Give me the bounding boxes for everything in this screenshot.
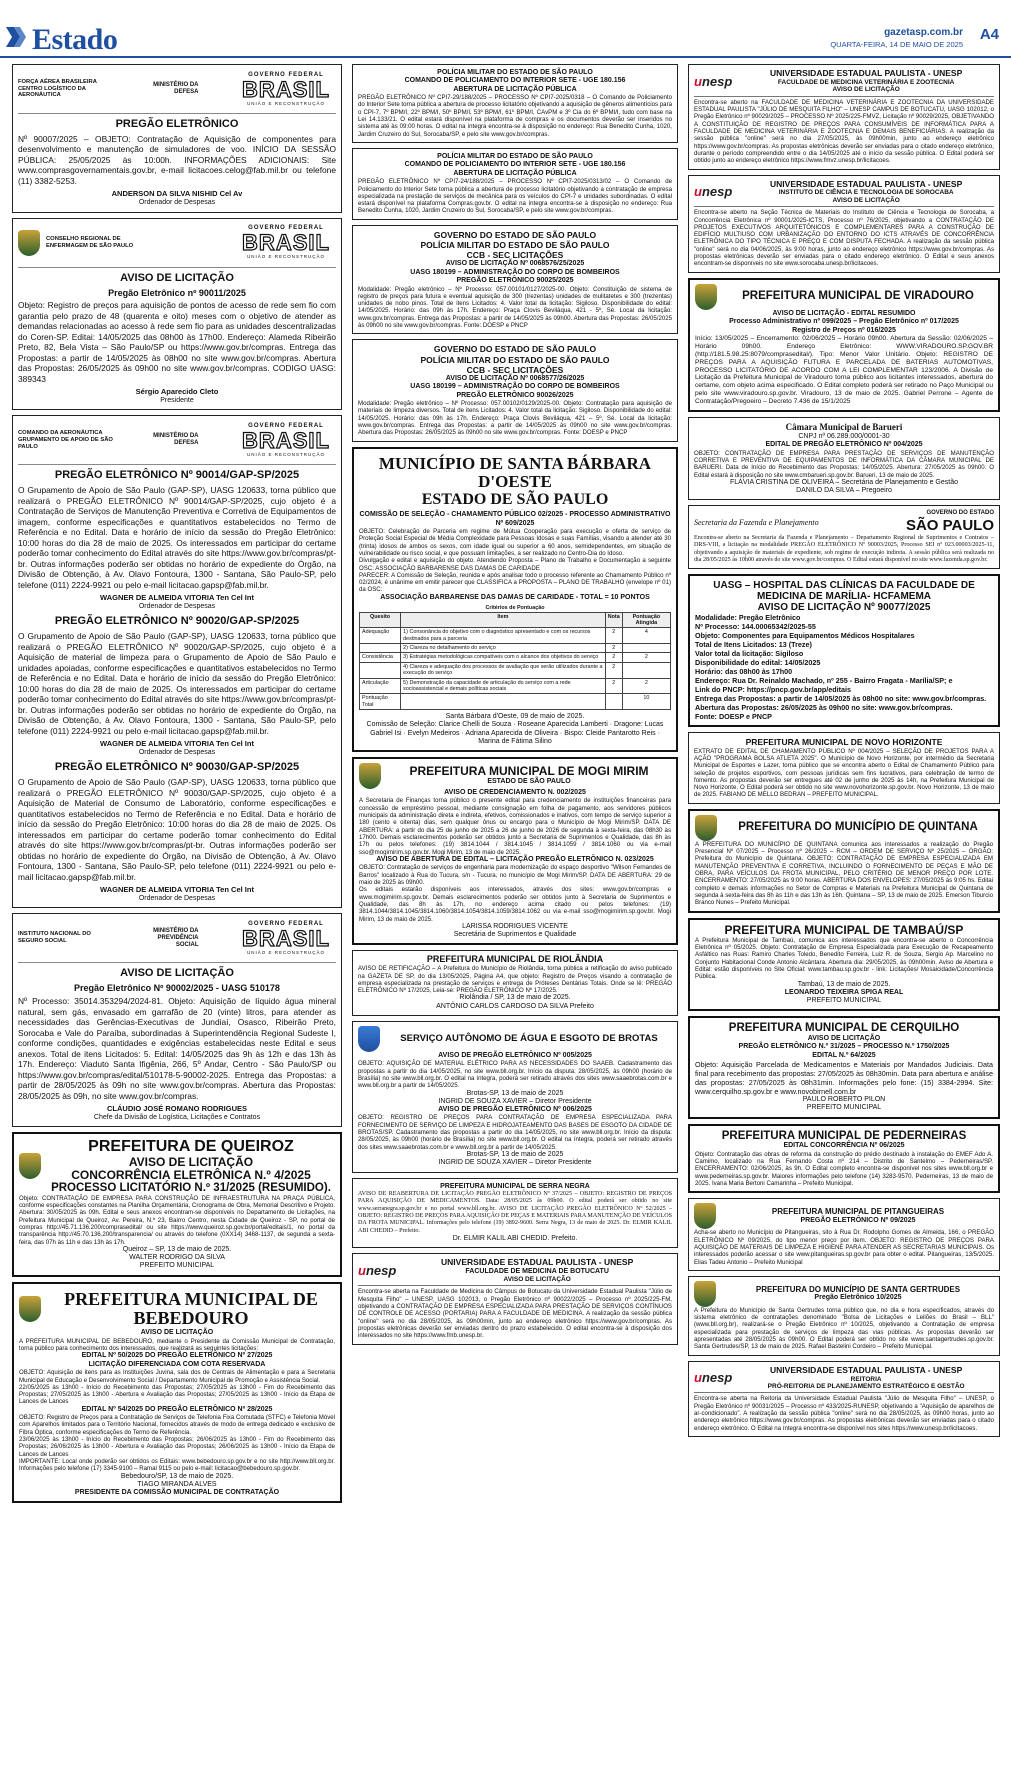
brasil-logo: GOVERNO FEDERAL BRASIL UNIÃO E RECONSTRUÇÃO <box>242 423 330 458</box>
notice-heading: PREFEITURA MUNICIPAL DE TAMBAÚ/SP <box>724 922 964 937</box>
notice-body: Objeto: CONTRATAÇÃO DE EMPRESA PARA CONSTRUÇÃO DE INFRAESTRUTURA NA PRAÇA PÚBLICA, conforme especificações constantes na Planilha Orçamentária, Cronograma de Obra, Memorial Descritivo e Projeto. Abertura: 30/05/2025 às 09h. Edital e seus anexos encontram-se disponíveis no Departamento de Licitações, na Prefeitura Municipal de Queiroz, Av. Pereira, N.º 23, Bairro Centro, nesta Cidade de Queiroz - SP, no portal de compras http://45.71.136.200/comprasedital/ ou site https://www.queiroz.sp.gov.br/portal/editais/1, no portal da transparência http://45.70.136.200/transparencia/ ou através do telefone (0XX14) 3468-1137, de segunda a sexta-feira, das 07h às 11h e das 13h às 17h. <box>19 1194 335 1246</box>
signature-role: Ordenador de Despesas <box>138 603 216 611</box>
notice-line: Modalidade: Pregão Eletrônico <box>695 613 801 623</box>
notice-title: Pregão Eletrônico 10/2025 <box>814 1294 902 1302</box>
notice-unesp-reitoria <box>688 1361 1000 1437</box>
signature: Dr. ELMIR KALIL ABI CHEDID. Prefeito. <box>452 1234 578 1242</box>
notice-riolandia <box>352 950 678 1016</box>
notice-unesp-icts <box>688 175 1000 273</box>
notice-title: ABERTURA DE LICITAÇÃO PÚBLICA <box>453 169 577 177</box>
notice-body: OBJETO: Celebração de Parceria em regime de Mútua Cooperação para execução e oferta de serviço de Proteção Social Especial de Média Complexidade para Pessoas Idosas e suas Famílias, visando a atender até 30 (trinta) idosos de ambos os sexos, com idade igual ou superior a 60 anos, semidependentes, em situação de vulnerabilidade ou risco social, e que possuam limitações, a ser realizado no Centro-Dia do Idoso. <box>359 527 671 557</box>
issue-date: QUARTA-FEIRA, 14 DE MAIO DE 2025 <box>830 40 963 49</box>
site-url[interactable]: gazetasp.com.br <box>884 27 963 38</box>
masthead <box>0 0 1011 58</box>
notice-registry: Registro de Preços nº 016/2025 <box>792 326 896 334</box>
notice-hcfamema <box>688 574 1000 727</box>
notice-heading: UASG – HOSPITAL DAS CLÍNICAS DA FACULDADE DE MEDICINA DE MARÍLIA- HCFAMEMA <box>713 580 975 603</box>
unesp-header <box>694 69 994 97</box>
notice-title: PREGÃO ELETRÔNICO Nº 09/2025 <box>800 1216 916 1224</box>
notice-body: A PREFEITURA DO MUNICÍPIO DE QUINTANA comunica aos interessados a realização do Pregão Presencial Nº 07/2025 – Processo nº 26/2025 – RCM – ORDEM DE SERVIÇO Nº 25/2025 – ÓRGÃO: Prefeitura do Município de Quintana. OBJETO: CONTRATAÇÃO DE EMPRESA ESPECIALIZADA EM MANUTENÇÃO PREVENTIVA E CORRETIVA, INCLUINDO O FORNECIMENTO DE PEÇAS E MÃO DE OBRA, PARA VEÍCULOS DA FROTA MUNICIPAL, PELO CRITÉRIO DE MENOR PREÇO POR LOTE. ENCERRAMENTO: 27/05/2025 às 9:00 horas. ABERTURA DOS ENVELOPES: 27/05/2025 às 9:05 hs. Editai completo e demais informações no Setor de Compras e Materiais na Prefeitura Municipal de Quintana de segunda à sexta-feira das 8h às 11h e das 13h às 16h. Quintana – SP, 13 de maio de 2025. Emerson Tiburcio Branco Nunes – Prefeito Municipal. <box>695 840 993 907</box>
notice-body-2: O Grupamento de Apoio de São Paulo (GAP-SP), UASG 120633, torna público que realizará o PREGÃO ELETRÔNICO Nº 90020/GAP-SP/2025, cujo objeto é a Aquisição de material de limpeza para o Grupamento de Apoio de São Paulo e unidades apoiadas, conforme especificações e quantitativos estabelecidos no Termo de Referência e no Edital. Data e horário de início da sessão do Pregão Eletrônico: 10:00 horas do dia 28 de maio de 2025. Os interessados em participar do certame poderão tomar conhecimento do Edital através do site https://www.gov.br/compras/pt-br. Outras informações poderão ser obtidas no horário de expediente do Órgão, na Divisão de Obtenção, à Av. Olavo Fontoura, 1300 - Santana, São Paulo-SP, pelo telefone (011) 2224-9921 ou pelo e-mail licitacao.gapsp@fab.mil.br. <box>18 631 336 736</box>
notice-body: Encontra-se aberto na FACULDADE DE MEDICINA VETERINÁRIA E ZOOTECNIA DA UNIVERSIDADE ESTADUAL PAULISTA "JÚLIO DE MESQUITA FILHO" – UNESP CAMPUS DE BOTUCATU, UASG 102012, o Pregão Eletrônico nº 90029/2025 – PROCESSO Nº 2025/225-FMVZ, Licitação nº 90029/2025, OBJETIVANDO A CONSTITUIÇÃO DE REGISTRO DE PREÇOS PARA CONSUMÍVEIS DE INFORMÁTICA PARA A FACULDADE DE MEDICINA VETERINÁRIA E ZOOTECNIA E DEMAIS BENEFICIÁRIAS. A realização da sessão pública "online" será no dia 27/05/2025, às 09h00min, junto ao endereço eletrônico https://www.gov.br/compras. As propostas eletrônicas deverão ser enviadas para o citado endereço eletrônico, durante o período compreendido entre o dia 14/05/2025 até o início da sessão pública. O Edital poderá ser obtido junto ao endereço eletrônico https://www.fmvz.unesp.br/licitacoes. <box>694 98 994 165</box>
gov-header <box>18 420 336 465</box>
notice-subtitle: AVISO DE LICITAÇÃO <box>140 1329 214 1337</box>
notice-body: Encontra-se aberta na Faculdade de Medicina do Câmpus de Botucatu da Universidade Estadual Paulista "Júlio de Mesquita Filho" – UNESP, UASG 102013, o Pregão Eletrônico nº 90022/2025 – Processo nº 2025/225-FM, objetivando a CONTRATAÇÃO DE EMPRESA ESPECIALIZADA PARA PRESTAÇÃO DE SERVIÇOS CONTÍNUOS DE CONTROLE DE ACESSO (PORTARIA) PARA A FACULDADE DE MEDICINA. A realização da sessão pública "online" será no dia 28/05/2025, às 09h00min, junto ao endereço eletrônico https://www.gov.br/compras. As propostas eletrônicas deverão ser enviadas dentro do prazo estabelecido. O edital encontra-se à disposição dos interessados no site https://www.fmb.unesp.br. <box>358 1288 672 1340</box>
unesp-header <box>694 1366 994 1394</box>
table-header: Nota <box>605 612 622 628</box>
commission-members: Comissão de Seleção: Clarice Chelli de Souza · Roseane Aparecida Lamberti · Dragone: Lucas Gabriel Isi · Evelyn Medeiros · Adriana Aparecida de Oliveira · Bispo: Cleide Pantarotto Reis · Marina de Fátima Silino <box>366 721 664 745</box>
university-name: UNIVERSIDADE ESTADUAL PAULISTA - UNESP <box>441 1257 634 1268</box>
signature-role: PREFEITO MUNICIPAL <box>139 1262 215 1270</box>
notice-process: Processo Administrativo nº 099/2025 – Pregão Eletrônico nº 017/2025 <box>729 318 959 326</box>
notice-heading: PREFEITURA MUNICIPAL DE MOGI MIRIM <box>409 764 649 779</box>
notice-body: Objeto: Registro de preços para aquisição de pontos de acesso de rede sem fio com garantia pelo prazo de 48 (quarenta e oito) meses com o objetivo de atender as demandas relacionadas ao acesso à rede sem fio para as unidades descentralizadas do Coren-SP. Editai: 14/05/2025 das 08h00 às 17h00. Endereço: Alameda Ribeirão Preto, 82, Bela Vista – São Paulo/SP ou https://www.gov.br/compras. Entrega das Propostas: a partir de 14/05/2025 às 08h00 no site www.gov.br/compras. Abertura das Propostas: 26/05/2025 às 09h00 no site www.gov.br/compras. CODIGO UASG: 389343 <box>18 300 336 384</box>
notice-inss <box>12 913 342 1127</box>
notice-title: AVISO DE LICITAÇÃO <box>120 271 234 284</box>
notice-title: AVISO DE LICITAÇÃO <box>832 86 900 94</box>
unesp-logo: unesp <box>358 1263 397 1279</box>
table-cell <box>360 644 401 653</box>
notice-section: CCB - SEC LICITAÇÕES <box>466 250 564 261</box>
notice-body-1: A Secretaria de Finanças torna público o presente edital para credenciamento de instituições financeiras para concessão de empréstimo pessoal, mediante consignação em folha de pagamento, aos servidores públicos municipais da administração direta e indireta, efetivos, comissionados e inativos, com tempo de serviço superior a 180 (cento e oitenta) dias, sem qualquer ônus ou encargo para o Município de Mogi Mirim/SP. DATA DE ABERTURA: a partir do dia 25 de junho de 2025 a 26 de junho de 2026 de segunda à sexta-feira, das 08h30 às 17h00. Demais esclarecimentos poderão ser obtidos junto a Secretaria de Suprimentos e Qualidade, das 8h às 17h ou pelos telefones: (19) 3814.1044 / 3814.1045 / 3814.1059 / 3814.1060 ou via e-mail sso@mogimirim.sp.gov.br. Mogi Mirim, 13 de maio de 2025. <box>359 797 671 856</box>
notice-sefaz-sp <box>688 505 1000 569</box>
page-number: A4 <box>979 26 999 43</box>
edital-1-dates: 22/05/2025 às 13h00 - Início do Recebimento das Propostas; 27/05/2025 às 13h00 - Fim do Recebimento das Propostas; 27/05/2025 às 13h00 - Abertura e Avaliação das Propostas; 27/05/2025 às 13h00 - Início da Etapa de Lances de Lances <box>19 1383 335 1406</box>
notice-body: Modalidade: Pregão eletrônico – Nº Processo: 057.00101/0127/2025-00. Objeto: Constituição de sistema de registro de preços para futura e eventual aquisição de 300 (trezentas) unidades de mulitatetes e 300 (trezentas) unidades de nobo pinos. Total de itens Licitados: 4. Valor total da licitação: Sigiloso. Disponibilidade do edital: 14/05/2025. Horário: das 09h às 17h. Endereço: Praça Clovis Beviláqua, 421 - 5º, Sé. Local da licitação: www.gov.br/compras. Entrega das Propostas: a partir de 14/05/2025 às 09h00. Abertura das Propostas: 26/05/2025 às 09h00 no site www.gov.br/compras. Fonte: DOESP e PNCP <box>358 285 672 330</box>
table-cell: 2 <box>605 644 622 653</box>
notice-body-3: Os editais estarão disponíveis aos interessados, através dos sites: www.gov.br/compras e www.mogimirim.sp.gov.br. Demais esclarecimentos poderão ser obtidos junto à Secretaria de Suprimentos e Qualidade, das 8h às 17h, no endereço acima citado ou pelos telefones: (19) 3814.1044/3814.1045/3814.1060/3814.1054/3814.1059/3814.1062 ou via e-mail sso@mogimirim.sp.gov.br. Mogi Mirim, 13 de maio de 2025. <box>359 886 671 923</box>
notice-title: AVISO DE LICITAÇÃO - EDITAL RESUMIDO <box>772 309 916 317</box>
coren-logo-icon <box>18 230 40 256</box>
notice-body: Encontra-se aberto na Seção Técnica de Materiais do Instituto de Ciência e Tecnologia de Sorocaba, a Concorrência Eletrônica nº 90001/2025-ICTS, Processo nº 76/2025, objetivando a CONTRATAÇÃO DE PROJETOS EXECUTIVOS ARQUITETÔNICOS E COMPLEMENTARES PARA A CONSTRUÇÃO DE EDIFÍCIO MULTIUSO COM URBANIZAÇÃO DO ENTORNO DO ICTS ATRAVÉS DE CONCORRÊNCIA ELETRÔNICA DO TIPO TÉCNICA E PREÇO E COM DISPUTA FECHADA. A realização da sessão pública "online" será no dia 04/06/2025, às 9:00 horas, junto ao endereço eletrônico https://www.gov.br/compras. As propostas eletrônicas deverão ser enviadas para o citado endereço eletrônico. O Edital e seus anexos encontram-se disponíveis no site www.sorocaba.unesp.br/licitacoes. <box>694 209 994 268</box>
notice-pm-cpi7-a <box>352 64 678 143</box>
notice-saae-brotas <box>352 1021 678 1173</box>
notice-line: Valor total da licitação: Sigiloso <box>695 649 804 659</box>
notice-heading: Câmara Municipal de Barueri <box>785 422 903 433</box>
notice-line: Entrega das Propostas: a partir de 14/05/2025 às 08h00 no site: www.gov.br/compras. <box>695 694 987 704</box>
notice-subheading: ESTADO DE SÃO PAULO <box>421 491 609 509</box>
notice-subtitle: Pregão Eletrônico nº 90011/2025 <box>108 287 246 298</box>
brasil-logo: GOVERNO FEDERAL BRASIL UNIÃO E RECONSTRUÇÃO <box>242 225 330 260</box>
notice-body-1: OBJETO: AQUISIÇÃO DE MATERIAL ELÉTRICO PARA AS NECESSIDADES DO SAAEB. Cadastramento das propostas a partir do dia 14/05/2025, no site www.bll.org.br. Início da disputa: 28/05/2025, às 09h00 (horário de Brasília) no site www.bll.org.br. O edital na íntegra, poderá ser retirado através dos sites www.saaebrotas.com.br e www.bll.org.br a partir de 14/05/2025. <box>358 1060 672 1090</box>
notice-heading: PREFEITURA MUNICIPAL DE VIRADOURO <box>742 290 974 303</box>
notice-coren <box>12 218 342 411</box>
table-cell: Adequação <box>360 628 401 644</box>
notice-date: Brotas-SP, 13 de maio de 2025 <box>466 1089 564 1097</box>
edital-2-title: EDITAL Nº 54/2025 DO PREGÃO ELETRÔNICO Nº 28/2025 <box>81 1405 273 1413</box>
city-crest-icon <box>695 284 717 310</box>
signature-role: Ordenador de Despesas <box>138 199 216 207</box>
notice-body-2: OBJETO: Contratação de serviços de engenharia para modernização do espaço desportivo "Wilson Fernandes de Barros" localizado à Rua do Tucura, s/n - Tucura, no município de Mogi Mirim/SP. DATA DE ABERTURA: 29 de maio de 2025 às 09h00. <box>359 864 671 886</box>
notice-celog <box>12 64 342 213</box>
notice-line: Link do PNCP: https://pncp.gov.br/app/editais <box>695 685 851 695</box>
column-left <box>12 64 342 1780</box>
notice-title: ABERTURA DE LICITAÇÃO PÚBLICA <box>453 85 577 93</box>
table-cell: 2 <box>605 678 622 694</box>
university-name: UNIVERSIDADE ESTADUAL PAULISTA - UNESP <box>770 1364 963 1375</box>
notice-subheading: COMANDO DE POLICIAMENTO DO INTERIOR SETE - UGE 180.156 <box>404 161 626 169</box>
notice-section: CCB - SEC LICITAÇÕES <box>466 364 564 375</box>
signature: LEONARDO TEIXEIRA SPIGA REAL <box>784 988 904 996</box>
table-cell: Pontuação Total <box>360 694 401 710</box>
state-name: SÃO PAULO <box>905 517 994 535</box>
table-caption: Critérios de Pontuação <box>485 605 545 612</box>
signature-role: Chefe da Divisão de Logística, Licitações e Contratos <box>93 1113 261 1121</box>
notice-title-3: PREGÃO ELETRÔNICO Nº 90030/GAP-SP/2025 <box>54 761 300 774</box>
table-cell: Articulação <box>360 678 401 694</box>
signature-role: Presidente <box>160 396 194 404</box>
table-header: Quesito <box>360 612 401 628</box>
notice-body-3: O Grupamento de Apoio de São Paulo (GAP-SP), UASG 120633, torna público que realizará o PREGÃO ELETRÔNICO Nº 90030/GAP-SP/2025, cujo objeto é a Aquisição de Material de Consumo de Laboratório, conforme especificações e quantitativos estabelecidos no Termo de Referência e no Edital. Data e horário de início da sessão do Pregão Eletrônico: 10:00 horas do dia 28 de maio de 2025. Os interessados em participar do certame poderão tomar conhecimento do Edital através do site https://www.gov.br/compras/pt-br. Outras informações poderão ser obtidas no horário de expediente do Órgão, na Divisão de Obtenção, à Av. Olavo Fontoura, 1300 - Santana, São Paulo-SP, pelo telefone (011) 2224-9921 ou pelo e-mail licitacao.gapsp@fab.mil.br. <box>18 777 336 882</box>
notice-line: Disponibilidade do edital: 14/05/2025 <box>695 658 821 668</box>
notice-heading: PREFEITURA MUNICIPAL DE RIOLÂNDIA <box>426 954 604 965</box>
notice-viradouro <box>688 278 1000 412</box>
city-crest-icon <box>694 1281 716 1307</box>
notice-heading: SERVIÇO AUTÔNOMO DE ÁGUA E ESGOTO DE BROTAS <box>400 1032 658 1044</box>
section-title: Estado <box>32 23 118 56</box>
notice-mogi-mirim <box>352 757 678 945</box>
notice-heading: PREFEITURA MUNICIPAL DE PEDERNEIRAS <box>721 1129 967 1142</box>
signature: WAGNER DE ALMEIDA VITORIA Ten Cel Int <box>100 885 254 895</box>
signature-role: DANILO DA SILVA – Pregoeiro <box>796 487 892 495</box>
table-cell: 2 <box>605 662 622 678</box>
notice-bebedouro <box>12 1282 342 1504</box>
table-cell: 2 <box>622 678 670 694</box>
signature: INGRID DE SOUZA XAVIER – Diretor Presidente <box>438 1097 592 1105</box>
notice-cnpj: CNPJ nº 06.289.000/0001-30 <box>798 432 890 440</box>
signature: WALTER RODRIGO DA SILVA <box>129 1254 225 1262</box>
notice-title: PREGÃO ELETRÔNICO <box>115 118 239 130</box>
unesp-header <box>694 180 994 208</box>
notice-title: AVISO DE LICITAÇÃO Nº 0068576/25/2025 <box>445 260 585 268</box>
notice-date: Tambaú, 13 de maio de 2025. <box>797 980 891 988</box>
notice-pm-cpi7-b <box>352 148 678 220</box>
signature-role: Ordenador de Despesas <box>138 895 216 903</box>
notice-line: Abertura das Propostas: 26/05/2025 às 09h00 no site: www.gov.br/compras. <box>695 703 953 713</box>
signature: LARISSA RODRIGUES VICENTE <box>462 922 568 930</box>
notice-line: Horário: das 08h00 às 17h00 <box>695 667 793 677</box>
notice-unesp-fmvz <box>688 64 1000 170</box>
table-row <box>360 653 671 662</box>
signature: PAULO ROBERTO PILON <box>802 1096 886 1104</box>
table-cell <box>622 644 670 653</box>
notice-subheading: POLÍCIA MILITAR DO ESTADO DE SÃO PAULO <box>420 239 610 250</box>
signature: WAGNER DE ALMEIDA VITORIA Ten Cel Int <box>100 593 254 603</box>
org-name: FORÇA AÉREA BRASILEIRA CENTRO LOGÍSTICO DA AERONÁUTICA <box>18 78 97 99</box>
notice-title: AVISO DE LICITAÇÃO <box>807 1035 881 1043</box>
notice-title: PRÓ-REITORIA DE PLANEJAMENTO ESTRATÉGICO E GESTÃO <box>767 1382 965 1390</box>
notice-heading: GOVERNO DO ESTADO DE SÃO PAULO <box>433 344 597 355</box>
notice-line: Total de Itens Licitados: 13 (Treze) <box>695 640 812 650</box>
table-cell: 4) Clareza e adequação dos processos de avaliação que serão utilizados durante a execução do serviço <box>401 662 606 678</box>
org-name: CONSELHO REGIONAL DE ENFERMAGEM DE SÃO PAULO <box>46 235 134 249</box>
signature: CLÁUDIO JOSÉ ROMANO RODRIGUES <box>106 1104 247 1113</box>
notice-date: Santa Bárbara d'Oeste, 09 de maio de 2025. <box>445 713 585 721</box>
notice-tambau <box>688 918 1000 1012</box>
edital-1-note: LICITAÇÃO DIFERENCIADA COM COTA RESERVADA <box>88 1360 266 1368</box>
notice-body: Acha-se aberto no Município de Pitangueiras, sito à Rua Dr. Rodolpho Gomes de Almeida, 166, o PREGÃO ELETRÔNICO Nº 09/2025, do tipo menor preço por item. OBJETO: REGISTRO DE PREÇOS PARA AQUISIÇÃO DE MATERIAIS DE LIMPEZA E HIGIENE PARA ATENDER AS SECRETARIAS MUNICIPAIS. Os interessados poderão acessar o site www.pitangueiras.sp.gov.br para obter o edital. Pitangueiras, 13/5/2025. Elias Tadeu Antonio – Prefeito Municipal <box>694 1229 994 1266</box>
table-cell: 10 <box>622 694 670 710</box>
sefaz-header <box>694 510 994 535</box>
city-crest-icon <box>695 815 717 841</box>
notice-heading: POLÍCIA MILITAR DO ESTADO DE SÃO PAULO <box>437 69 593 76</box>
notice-line: Fonte: DOESP e PNCP <box>695 712 772 722</box>
city-crest-icon <box>694 1203 716 1229</box>
signature: INGRID DE SOUZA XAVIER – Diretor Presidente <box>438 1159 592 1167</box>
notice-body: OBJETO: CONTRATAÇÃO DE EMPRESA PARA PRESTAÇÃO DE SERVIÇOS DE MANUTENÇÃO CORRETIVA E PREVENTIVA DE EQUIPAMENTOS DE INFORMÁTICA DA CÂMARA MUNICIPAL DE BARUERI. Data de Início do Recebimento das Propostas: 14/05/2025. Abertura: 27/05/2025 às 09h00. O Edital estará à disposição no site www.cmbarueri.sp.gov.br. Barueri, 13 de maio de 2025. <box>694 449 994 479</box>
org-name: INSTITUTO NACIONAL DO SEGURO SOCIAL <box>18 931 91 945</box>
signature: ANTÔNIO CARLOS CARDOSO DA SILVA Prefeito <box>436 1002 594 1010</box>
table-cell: 2) Clareza no detalhamento do serviço <box>401 644 606 653</box>
unesp-logo: unesp <box>694 1370 733 1386</box>
notice-novo-horizonte <box>688 732 1000 803</box>
gov-label: GOVERNO DO ESTADO <box>926 510 994 517</box>
notice-title: AVISO DE LICITAÇÃO <box>120 967 234 980</box>
notice-title: AVISO DE LICITAÇÃO <box>128 1154 254 1169</box>
notice-queiroz <box>12 1132 342 1277</box>
table-cell: 2 <box>622 653 670 662</box>
notice-uasg: UASG 180199 – ADMINISTRAÇÃO DO CORPO DE BOMBEIROS <box>410 268 620 276</box>
notice-body-2: Divulgação e edital e aquisição do objeto. Atendendo Proposta – Plano de Trabalho e Documentação a seguinte OSC: ASSOCIAÇÃO BARBARENSE DAS DAMAS DE CARIDADE <box>359 557 671 572</box>
notice-camara-barueri <box>688 417 1000 500</box>
notice-edital: EDITAL N.º 64/2025 <box>812 1051 876 1059</box>
notice-title: COMISSÃO DE SELEÇÃO - CHAMAMENTO PÚBLICO 02/2025 - PROCESSO ADMINISTRATIVO Nº 609/2025 <box>359 511 671 527</box>
notice-title: AVISO DE LICITAÇÃO <box>503 1275 571 1283</box>
notice-parecer: PARECER: A Comissão de Seleção, reunida e após analisar todo o processo referente ao Chamamento Público nº 02/2024, é unânime em emitir parecer que CLASSIFICA a PROPOSTA – PLANO DE TRABALHO (envelope nº 01) da OSC: <box>359 571 671 594</box>
table-row <box>360 662 671 678</box>
table-cell <box>360 662 401 678</box>
notice-body: Início: 13/05/2025 – Encerramento: 02/06/2025 – Horário 09h00. Abertura da Sessão: 02/06/2025 – Horário 09h00. Endereço Eletrônico: WWW.VIRADOURO.SP.GOV.BR (http://181.5.98.25:8079/comprasedital/). Tipo: Menor Valor Unitário. Objeto: REGISTRO DE PREÇOS PARA A AQUISIÇÃO FUTURA E PARCELADA DE BATERIAS AUTOMOTIVAS, PROCESSO LICITATÓRIO DE ACORDO COM A LEI COMPLEMENTAR 123/2006. A Divisão de Licitação da Prefeitura Municipal de Viradouro torna público aos licitantes interessados, abertura do certame, com objeto acima especificado. O Edital completo poderá ser retirado no Paço Municipal ou pelo site www.viradouro.sp.gov.br. Viradouro, 13 de maio de 2025. Gabriel Perrone – Agente de Contratação/Pregoeiro – Decreto 7.436 de 15/1/2025 <box>695 334 993 406</box>
edital-1-title: EDITAL Nº 50/2025 DO PREGÃO ELETRÔNICO Nº 27/2025 <box>81 1352 273 1360</box>
notice-pregao: PREGÃO ELETRÔNICO 90026/2025 <box>456 391 574 399</box>
notice-body: Nº Processo: 35014.353294/2024-81. Objeto: Aquisição de líquido água mineral natural, sem gás, envasado em garrafão de 20 (vinte) litros, para atender as necessidades das Gerências-Executivas de Jundiaí, Osasco, Ribeirão Preto, Sorocaba e Vale do Paraíba, subordinadas à Superintendência Regional Sudeste I, conforme condições, quantidades e exigências estabelecidas neste Edital e seus anexos. Total de itens Licitados: 5. Edital: 14/05/2025 das 9h às 12h e das 13h às 17h. Endereço: Viaduto Santa Ifigênia, 266, 5º Andar, Centro - São Paulo/SP ou https://www.gov.br/compras/edital/510178-5-90002-2025. Entrega das Propostas: a partir de 28/05/2025 às 09h no site www.gov.br/compras. Abertura das Propostas: 28/05/2025 às 09h, no site www.gov.br/compras. <box>18 996 336 1101</box>
notice-pregao: PREGÃO ELETRÔNICO 90025/2025 <box>456 277 574 285</box>
notice-pederneiras <box>688 1124 1000 1194</box>
notice-heading: PREFEITURA MUNICIPAL DE BEBEDOURO <box>64 1288 318 1328</box>
notice-heading: PREFEITURA MUNICIPAL DE NOVO HORIZONTE <box>745 737 943 748</box>
notice-heading: PREFEITURA DE QUEIROZ <box>88 1138 294 1156</box>
table-cell: 4 <box>622 628 670 644</box>
table-cell <box>401 694 606 710</box>
notice-santa-barbara <box>352 447 678 752</box>
notice-body-1: O Grupamento de Apoio de São Paulo (GAP-SP), UASG 120633, torna público que realizará o PREGÃO ELETRÔNICO Nº 90014/GAP-SP/2025, cujo objeto é a Contratação de Serviços de Manutenção Preventiva e Corretiva de Equipamentos de imagem, conforme especificações e quantitativos estabelecidos no Termo de Referência e no Edital. Data e horário de início da sessão do Pregão Eletrônico: 10:00 horas do dia 28 de maio de 2025. Os interessados em participar do certame poderão tomar conhecimento do Edital através do site https://www.gov.br/compras/pt-br. Outras informações poderão ser obtidas no horário de expediente do Órgão, na Divisão de Obtenção, à Av. Olavo Fontoura, 1300 - Santana, São Paulo-SP, pelo telefone (011) 2224-9921 ou pelo e-mail licitacao.gapsp@fab.mil.br. <box>18 485 336 590</box>
notice-heading: PREFEITURA MUNICIPAL DE CERQUILHO <box>728 1022 960 1035</box>
signature-role: PREFEITO MUNICIPAL <box>806 1104 882 1112</box>
notice-title: AVISO DE LICITAÇÃO Nº 90077/2025 <box>757 602 931 614</box>
notice-cerquilho <box>688 1016 1000 1118</box>
notice-title-2: AVISO DE PREGÃO ELETRÔNICO Nº 006/2025 <box>438 1106 592 1114</box>
notice-line: Endereço: Rua Dr. Reinaldo Machado, nº 255 - Bairro Fragata - Marília/SP; e <box>695 676 953 686</box>
table-row <box>360 678 671 694</box>
table-cell: 1) Consonância do objetivo com o diagnóstico apresentado e com os recursos destinados para a parceria <box>401 628 606 644</box>
faculty-name: REITORIA <box>850 1375 882 1383</box>
notice-title: AVISO DE LICITAÇÃO Nº 0068577/26/2025 <box>445 374 585 382</box>
edital-2-object: OBJETO: Registro de Preços para a Contratação de Serviços de Telefonia Fixa Comutada (STFC) e Telefonia Móvel com Aparelhos limitados para o Território Nacional, fornecidos através de modo de entrega dedicado e exclusivo de Fibra Óptica, conforme especificações do Termo de Referência. <box>19 1414 335 1436</box>
signature-role: Secretária de Suprimentos e Qualidade <box>453 931 577 939</box>
city-crest-icon <box>19 1153 41 1179</box>
notice-heading: PREFEITURA MUNICIPAL DE PITANGUEIRAS <box>771 1207 945 1217</box>
table-row <box>360 628 671 644</box>
notice-ccb-a <box>352 225 678 335</box>
notice-body: Objeto: Contratação das obras de reforma da construção do prédio destinado à instalação do EMEF Ado A. Camimo, localizado na Rua Fernando Costa nº 214 – Distrito de Santelmo – Pederneiras/SP. ENCERRAMENTO: 02/06/2025, às 9h. O Edital completo encontra-se disponível nos sites www.bll.org.br e www.pederneiras.sp.gov.br. Maiores informações pelo telefone (14) 3283-9570. Pederneiras, 13 de maio de 2025. Ivana Maria Bertoni Camarinha – Prefeito Municipal. <box>695 1150 993 1187</box>
table-cell <box>605 694 622 710</box>
notice-title-1: AVISO DE PREGÃO ELETRÔNICO Nº 005/2025 <box>438 1051 592 1059</box>
signature: TIAGO MIRANDA ALVES <box>137 1480 217 1488</box>
table-cell: 2 <box>605 628 622 644</box>
unesp-logo: unesp <box>694 73 733 89</box>
notice-date: Brotas-SP, 13 de maio de 2025 <box>466 1151 564 1159</box>
notice-line: Objeto: Componentes para Equipamentos Médicos Hospitalares <box>695 631 915 641</box>
signature: ANDERSON DA SILVA NISHID Cel Av <box>111 189 243 199</box>
notice-title: EDITAL CONCORRÊNCIA Nº 06/2025 <box>783 1142 905 1150</box>
notice-title-1: AVISO DE CREDENCIAMENTO N. 002/2025 <box>444 789 586 797</box>
notice-heading: GOVERNO DO ESTADO DE SÃO PAULO <box>433 229 597 240</box>
table-header: Pontuação Atingida <box>622 612 670 628</box>
notice-line: Nº Processo: 144.00065342/2025-55 <box>695 622 816 632</box>
notice-date: Queiroz – SP, 13 de maio de 2025. <box>122 1245 232 1253</box>
secretariat-name: Secretaria da Fazenda e Planejamento <box>694 518 819 528</box>
notice-process: PROCESSO LICITATÓRIO N.º 31/2025 (RESUMIDO). <box>51 1182 331 1195</box>
notice-santa-gertrudes <box>688 1276 1000 1356</box>
notice-ccb-b <box>352 339 678 441</box>
notice-subheading: POLÍCIA MILITAR DO ESTADO DE SÃO PAULO <box>420 354 610 365</box>
notice-pitangueiras <box>688 1198 1000 1271</box>
faculty-name: FACULDADE DE MEDICINA DE BOTUCATU <box>465 1267 609 1275</box>
table-header-row <box>360 612 671 628</box>
notice-date: Riolândia / SP, 13 de maio de 2025. <box>459 994 571 1002</box>
city-crest-icon <box>359 763 381 789</box>
notice-unesp-botucatu <box>352 1253 678 1344</box>
table-row <box>360 644 671 653</box>
notice-body: AVISO DE REABERTURA DE LICITAÇÃO PREGÃO ELETRÔNICO Nº 37/2025 – OBJETO: REGISTRO DE PREÇOS PARA AQUISIÇÃO DE MEDICAMENTOS. Data: 28/05/2025 às 09h00. O edital poderá ser obtido no site www.serranegra.sp.gov.br e no portal www.bll.org.br. AVISO DE LICITAÇÃO PREGÃO ELETRÔNICO Nº 52/2025 – OBJETO: REGISTRO DE PREÇOS PARA AQUISIÇÃO DE PEÇAS E MATERIAIS PARA MANUTENÇÃO DE VEÍCULOS DA FROTA MUNICIPAL. Informações pelo telefone (19) 3892-9600. Serra Negra, 13 de maio de 2025. Dr. ELMIR KALIL ABI CHEDID – Prefeito. <box>358 1190 672 1234</box>
table-header: Item <box>401 612 606 628</box>
brasil-logo: GOVERNO FEDERAL BRASIL UNIÃO E RECONSTRUÇÃO <box>242 71 330 106</box>
table-cell: Consistência <box>360 653 401 662</box>
notice-heading: POLÍCIA MILITAR DO ESTADO DE SÃO PAULO <box>437 153 593 161</box>
university-name: UNIVERSIDADE ESTADUAL PAULISTA - UNESP <box>770 68 963 78</box>
gov-header <box>18 223 336 268</box>
unesp-logo: unesp <box>694 184 733 200</box>
table-cell <box>622 662 670 678</box>
score-table <box>359 605 671 710</box>
notice-heading: PREFEITURA DO MUNICÍPIO DE QUINTANA <box>738 821 978 834</box>
gov-header <box>18 918 336 963</box>
notice-body: Nº 90007/2025 – OBJETO: Contratação de Aquisição de componentes para desenvolvimento e manutenção de simuladores de voo. INÍCIO DA SESSÃO PÚBLICA: 25/05/2025 às 10:00h. INFORMAÇÕES ADICIONAIS: Site www.comprasgovernamentais.gov.br, e-mail licitacoes.celog@fab.mil.br ou telefone (11) 3382-5253. <box>18 133 336 186</box>
signature: WAGNER DE ALMEIDA VITORIA Ten Cel Int <box>100 739 254 749</box>
notice-quintana <box>688 809 1000 913</box>
table-cell: 5) Demonstração da capacidade de articulação do serviço com a rede socioassistencial e demais políticas sociais <box>401 678 606 694</box>
notice-subtitle: Pregão Eletrônico Nº 90002/2025 - UASG 510178 <box>74 983 280 994</box>
notice-body: Encontra-se aberta na Reitoria da Universidade Estadual Paulista "Júlio de Mesquita Filho" – UNESP, o Pregão Eletrônico nº 90031/2025 – Processo nº 433/2025-RUNESP, objetivando a "Aquisição de aparelhos de ar-condicionado". A realização da sessão pública "online" será no dia 28/05/2025, às 09h00 horas, junto ao endereço eletrônico https://www.gov.br/compras. As propostas eletrônicas deverão ser enviadas para o citado endereço eletrônico. O Edital na íntegra encontra-se disponível nos sites https://www.unesp.br/licitacoes. <box>694 1395 994 1432</box>
signature-role: PRESIDENTE DA COMISSÃO MUNICIPAL DE CONTRATAÇÃO <box>74 1489 280 1497</box>
notice-serra-negra <box>352 1178 678 1249</box>
notice-heading: PREFEITURA DO MUNICÍPIO DE SANTA GERTRUDES <box>755 1284 961 1294</box>
notice-title-2: AVISO DE ABERTURA DE EDITAL – LICITAÇÃO PREGÃO ELETRÔNICO N. 023/2025 <box>376 855 654 863</box>
edital-2-dates: 23/06/2025 às 13h00 - Início do Recebimento das Propostas; 26/06/2025 às 13h00 - Fim do Recebimento das Propostas; 26/06/2025 às 13h00 - Abertura e Avaliação das Propostas; 26/06/2025 às 13h00 - Início da Etapa de Lances de Lances <box>19 1436 335 1458</box>
ministry-name: MINISTÉRIO DA DEFESA <box>153 433 199 447</box>
city-crest-icon <box>19 1296 41 1322</box>
notice-body: Modalidade: Pregão eletrônico – Nº Processo: 057.00102/0129/2025-00. Objeto: Contratação para aquisição de materiais de limpeza diversos. Total de itens Licitados: 4. Valor total da licitação: Sigiloso. Disponibilidade do edital: 14/05/2025. Horário: das 09h às 17h. Endereço: Praça Clovis Beviláqua, 421 – 5º, Sé. Local da licitação: www.gov.br/compras. Entrega das Propostas: a partir de 14/05/2025 às 09h00 no site www.gov.br/compras. Abertura das Propostas: 26/05/2025 às 09h00 no site www.gov.br/compras. Fonte: DOESP e PNCP <box>358 400 672 437</box>
signature-role: PREFEITO MUNICIPAL <box>806 997 882 1005</box>
notice-gapsp <box>12 415 342 908</box>
notice-body-2: OBJETO: REGISTRO DE PREÇOS PARA CONTRATAÇÃO DE EMPRESA ESPECIALIZADA PARA FORNECIMENTO DE SERVIÇO DE LIMPEZA E HIDROJATEAMENTO DAS BASES DE ESGOTO DA CIDADE DE BROTAS/SP. Cadastramento das propostas a partir do dia 14/05/2025, no site www.bll.org.br. Início da disputa: 28/05/2025, às 09h00 (horário de Brasília) no site www.bll.org.br. O edital na íntegra, poderá ser retirado através dos sites www.saaebrotas.com.br e www.bll.org.br a partir de 14/05/2025. <box>358 1114 672 1151</box>
notice-body: EXTRATO DE EDITAL DE CHAMAMENTO PÚBLICO Nº 004/2025 – SELEÇÃO DE PROJETOS PARA A AÇÃO "PROGRAMA BOLSA ATLETA 2025". O Município de Novo Horizonte, por intermédio da Secretaria Municipal de Esportes e Lazer, torna público que se encontra aberto o Edital de Chamamento Público para seleção de projetos esportivos, com pessoas jurídicas sem fins lucrativos, para celebração de termo de fomento. As propostas deverão ser entregues até 02 de junho de 2025 às 14h, na Prefeitura Municipal de Novo Horizonte. O Edital poderá ser obtido no site www.novohorizonte.sp.gov.br. Novo Horizonte, 13 de maio de 2025. FABIANO DE MELLO BEDRAN – PREFEITO MUNICIPAL. <box>694 747 994 799</box>
gov-header <box>18 69 336 114</box>
notice-title-2: PREGÃO ELETRÔNICO Nº 90020/GAP-SP/2025 <box>54 615 300 628</box>
notice-body: PREGÃO ELETRÔNICO Nº CPI7-24/188/2025 – PROCESSO Nº CPI7-2025/0313/02 – O Comando de Policiamento do Interior Sete torna pública a abertura de processo licitatório objetivando a contratação de empresa especializada na prestação de serviços de mecânica para os veículos do CPI-7 e unidades subordinadas. O edital estará disponível na plataforma Compras.gov.br. O edital na íntegra encontra-se à disposição no endereço: Rua Benedito Cunha, 1020, Jardim Cruzeiro do Sul, Sorocaba/SP, e pelo site www.gov.br/compras. <box>358 178 672 215</box>
column-right <box>688 64 1000 1780</box>
unesp-header <box>358 1258 672 1286</box>
signature: Sérgio Aparecido Cleto <box>135 387 219 397</box>
notice-result: ASSOCIAÇÃO BARBARENSE DAS DAMAS DE CARIDADE - TOTAL = 10 PONTOS <box>380 593 650 601</box>
notice-body: Encontra-se aberto na Secretaria da Fazenda e Planejamento – Departamento Regional de Suprimentos e Contratos – DRS-VIII, a licitação na modalidade PREGÃO ELETRÔNICO Nº 90003/2025, Processo SEI nº 023.00003/2025-11, objetivando a aquisição de materiais de expediente, sob regime de execução indireta. A sessão pública será realizada no dia 28/05/2025 às 10h00 através do site www.gov.br/compras. O Edital estará disponível no site www.fazenda.sp.gov.br. <box>694 535 994 564</box>
notice-body: Objeto: Aquisição Parcelada de Medicamentos e Materiais por Mandados Judiciais. Data final para recebimento das propostas: 27/05/2025 às 08h30min. Data para abertura e análise das propostas: 27/05/2025 às 08h31min. Informações pelo fone: (15) 3384-2994. Site: www.cerquilho.sp.gov.br e www.novobirnell.com.br <box>695 1060 993 1097</box>
notice-body: A Prefeitura do Município de Santa Gertrudes torna público que, no dia e hora especificados, através do sistema eletrônico de contratações denominado "Bolsa de Licitações e Leilões do Brasil – BLL" (www.bll.org.br), realizará-se o Pregão Eletrônico nº 10/2025, objetivando a Contratação de empresa especializada para prestação de serviços de limpeza das vias públicas. As propostas deverão ser apresentadas até 28/05/2025 às 09h00. O Edital poderá ser obtido no site www.santagertrudes.sp.gov.br. Santa Gertrudes/SP, 13 de maio de 2025. Rafael Bastelini Cordeiro – Prefeito Municipal. <box>694 1306 994 1351</box>
notice-body: AVISO DE RETIFICAÇÃO – A Prefeitura do Município de Riolândia, torna pública a retificação do aviso publicado na GAZETA DE SP, do dia 13/05/2025, Página A4, que objeto: Registro de Preços visando a contratação de empresa especializada na prestação de serviços e entrega de Próteses Dentárias Totais. Onde se lê: PREGÃO ELETRÔNICO Nº 17/2025, Leia-se: PREGÃO ELETRÔNICO Nº 17/2025. <box>358 965 672 995</box>
saae-logo-icon <box>358 1026 380 1052</box>
notice-title-1: PREGÃO ELETRÔNICO Nº 90014/GAP-SP/2025 <box>54 469 300 482</box>
notice-intro: A PREFEITURA MUNICIPAL DE BEBEDOURO, mediante o Presidente da Comissão Municipal de Contratação, torna público para conhecimento dos interessados, que realizará as seguintes licitações: <box>19 1337 335 1353</box>
notice-heading: MUNICÍPIO DE SANTA BÁRBARA D'OESTE <box>378 453 652 491</box>
notice-process: PREGÃO ELETRÔNICO N.º 31/2025 – PROCESSO N.º 1750/2025 <box>738 1043 950 1051</box>
notice-subheading: ESTADO DE SÃO PAULO <box>487 778 571 786</box>
university-name: UNIVERSIDADE ESTADUAL PAULISTA - UNESP <box>770 178 963 189</box>
notice-body: A Prefeitura Municipal de Tambaú, comunica aos interessados que encontra-se aberto o Concorrência Eletrônica nº 05/2025. Objeto: Contratação de Empresa Especializada para Execução de Recapeamento Asfáltico nas Ruas: Ramiro Charles Toledo, Benedito Ferreira, Luiz R. de Souza, Sergio Ap. Marcelino no Conjunto Habitacional Conde Antonio Alcântara. Abertura dia: 29/05/2025, às 09h00min. Aviso de Abertura e Edital: estão disponíveis no Site Oficial: www.tambau.sp.gov.br - link: Licitações/ Mosaicidade/Concorrência Pública. <box>695 936 993 981</box>
signature-role: Ordenador de Despesas <box>138 749 216 757</box>
notice-title: AVISO DE LICITAÇÃO <box>832 196 900 204</box>
table-row <box>360 694 671 710</box>
column-middle <box>352 64 678 1780</box>
notice-subtitle: CONCORRÊNCIA ELETRÔNICA N.º 4/2025 <box>71 1167 311 1182</box>
faculty-name: INSTITUTO DE CIÊNCIA E TECNOLOGIA DE SOROCABA <box>778 189 954 197</box>
notice-body: PREGÃO ELETRÔNICO Nº CPI7-29/188/2025 – PROCESSO Nº CPI7-2025/0318 – O Comando de Policiamento do Interior Sete torna pública a abertura de processo licitatório objetivando a aquisição de gêneros alimentícios para o CPI-7, 7º BPM/I, 22º BPM/I, 50º BPM/I, 53º BPM/I, 61º BPM/I, CAvPM e 3º Cia do 6º BPMI/I, tudo com base na Lei 14.133/21. O edital estará disponível na plataforma de compras e os documentos deverão ser inseridos no sistema até às 09:00 horas. O edital na íntegra encontra-se à disposição no endereço: Rua Benedito Cunha, 1020, Jardim Cruzeiro do Sul, Sorocaba/SP, e pelo site www.gov.br/compras. <box>358 94 672 138</box>
edital-1-object: OBJETO: Aquisição de itens para as Instituições Juvina, sala dos de Centrais de Alimentação e para a Secretaria Municipal de Educação e Desenvolvimento Social / Departamento Municipal de Promoção e Assistência Social. <box>19 1369 335 1384</box>
notice-important: IMPORTANTE: Local onde poderão ser obtidos os Editais: www.bebedouro.sp.gov.br e no site http://www.bll.org.br. Informações pelo telefone (17) 3345-9100 – Ramal 9115 ou pelo e-mail: licitacao@bebedouro.sp.gov.br. <box>19 1458 335 1473</box>
ministry-name: MINISTÉRIO DA DEFESA <box>153 81 199 95</box>
table-cell: 3) Estratégias metodológicas compatíveis com o alcance dos objetivos do serviço <box>401 653 606 662</box>
signature: FLÁVIA CRISTINA DE OLIVEIRA – Secretária de Planejamento e Gestão <box>730 478 958 486</box>
notice-heading: PREFEITURA MUNICIPAL DE SERRA NEGRA <box>440 1182 590 1190</box>
notice-date: Bebedouro/SP, 13 de maio de 2025. <box>120 1472 234 1480</box>
notice-uasg: UASG 180199 – ADMINISTRAÇÃO DO CORPO DE BOMBEIROS <box>410 383 620 391</box>
notice-subheading: COMANDO DE POLICIAMENTO DO INTERIOR SETE - UGE 180.156 <box>404 77 626 85</box>
faculty-name: FACULDADE DE MEDICINA VETERINÁRIA E ZOOTECNIA <box>777 78 955 86</box>
ministry-name: MINISTÉRIO DA PREVIDÊNCIA SOCIAL <box>153 927 199 949</box>
chevron-right-icon <box>6 27 28 47</box>
notice-lines <box>695 613 993 721</box>
table-cell: 2 <box>605 653 622 662</box>
org-name: COMANDO DA AERONÁUTICA GRUPAMENTO DE APOIO DE SÃO PAULO <box>18 429 113 450</box>
notice-title: EDITAL DE PREGÃO ELETRÔNICO Nº 004/2025 <box>765 441 923 449</box>
brasil-logo: GOVERNO FEDERAL BRASIL UNIÃO E RECONSTRUÇÃO <box>242 921 330 956</box>
